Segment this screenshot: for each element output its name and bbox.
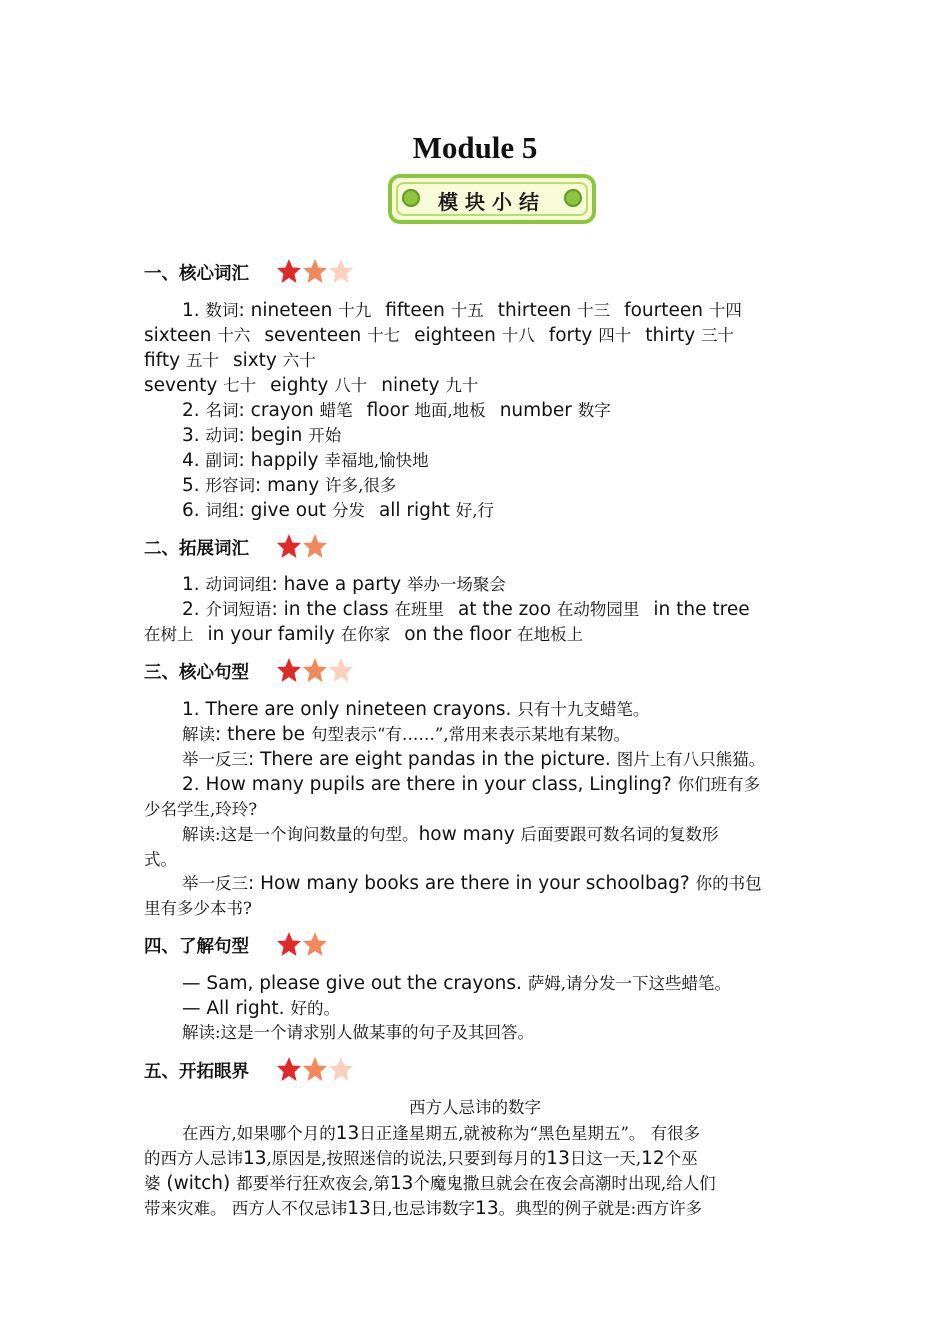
- text-line: 举一反三: How many books are there in your schoolbag? 你的书包: [182, 873, 762, 894]
- star-orange-icon: [302, 657, 328, 683]
- text-line: 举一反三: There are eight pandas in the picture. 图片上有八只熊猫。: [182, 749, 766, 770]
- text-line: 在西方,如果哪个月的13日正逢星期五,就被称为“黑色星期五”。 有很多: [182, 1123, 701, 1144]
- text-line: 1. 数词: nineteen 十九 fifteen 十五 thirteen 十三 fourteen 十四: [182, 300, 742, 321]
- text-line: 2. 介词短语: in the class 在班里 at the zoo 在动物园里 in the tree: [182, 599, 750, 620]
- star-pale-icon: [328, 1056, 354, 1082]
- text-line: — All right. 好的。: [182, 998, 340, 1019]
- star-orange-icon: [302, 931, 328, 957]
- text-line: sixteen 十六 seventeen 十七 eighteen 十八 forty 四十 thirty 三十: [144, 325, 735, 346]
- badge-label: 模块小结: [438, 190, 546, 214]
- star-orange-icon: [302, 1056, 328, 1082]
- text-line: 少名学生,玲玲?: [144, 800, 258, 819]
- section-heading-broaden-horizons: 五、开拓眼界: [144, 1062, 249, 1082]
- section-heading-core-sentences: 三、核心句型: [144, 663, 249, 683]
- text-line: fifty 五十 sixty 六十: [144, 350, 316, 371]
- text-line: seventy 七十 eighty 八十 ninety 九十: [144, 375, 479, 396]
- star-pale-icon: [328, 258, 354, 284]
- text-line: 的西方人忌讳13,原因是,按照迷信的说法,只要到每月的13日这一天,12个巫: [144, 1148, 698, 1169]
- rating-stars: [276, 533, 328, 561]
- rating-stars: [276, 931, 328, 959]
- text-line: 在树上 in your family 在你家 on the floor 在地板上: [144, 624, 584, 645]
- text-line: 婆 (witch) 都要举行狂欢夜会,第13个魔鬼撒旦就会在夜会高潮时出现,给人们: [144, 1173, 716, 1194]
- section-heading-understand-sentences: 四、了解句型: [144, 937, 249, 957]
- text-line: 里有多少本书?: [144, 899, 252, 918]
- text-line: 式。: [144, 850, 177, 869]
- rating-stars: [276, 1056, 354, 1084]
- star-red-icon: [276, 931, 302, 957]
- page-title: Module 5: [412, 130, 538, 165]
- text-line: 2. How many pupils are there in your class, Lingling? 你们班有多: [182, 774, 761, 795]
- text-line: 3. 动词: begin 开始: [182, 425, 342, 446]
- text-line: 解读:这是一个询问数量的句型。how many 后面要跟可数名词的复数形: [182, 824, 719, 845]
- star-red-icon: [276, 657, 302, 683]
- star-orange-icon: [302, 258, 328, 284]
- star-red-icon: [276, 533, 302, 559]
- rating-stars: [276, 657, 354, 685]
- text-line: — Sam, please give out the crayons. 萨姆,请分发一下这些蜡笔。: [182, 973, 732, 994]
- star-orange-icon: [302, 533, 328, 559]
- section-heading-extended-vocabulary: 二、拓展词汇: [144, 539, 249, 559]
- text-line: 解读: there be 句型表示“有……”,常用来表示某地有某物。: [182, 724, 631, 745]
- text-line: 带来灾难。 西方人不仅忌讳13日,也忌讳数字13。典型的例子就是:西方许多: [144, 1198, 703, 1219]
- module-summary-badge: [388, 174, 596, 224]
- text-line: 6. 词组: give out 分发 all right 好,行: [182, 500, 495, 521]
- text-line: 4. 副词: happily 幸福地,愉快地: [182, 450, 429, 471]
- section-heading-core-vocabulary: 一、核心词汇: [144, 264, 249, 284]
- article-title: 西方人忌讳的数字: [409, 1098, 541, 1117]
- rating-stars: [276, 258, 354, 286]
- text-line: 解读:这是一个请求别人做某事的句子及其回答。: [182, 1023, 535, 1042]
- star-red-icon: [276, 1056, 302, 1082]
- text-line: 1. There are only nineteen crayons. 只有十九支蜡笔。: [182, 699, 650, 720]
- text-line: 1. 动词词组: have a party 举办一场聚会: [182, 574, 506, 595]
- star-pale-icon: [328, 657, 354, 683]
- text-line: 5. 形容词: many 许多,很多: [182, 475, 397, 496]
- star-red-icon: [276, 258, 302, 284]
- text-line: 2. 名词: crayon 蜡笔 floor 地面,地板 number 数字: [182, 400, 611, 421]
